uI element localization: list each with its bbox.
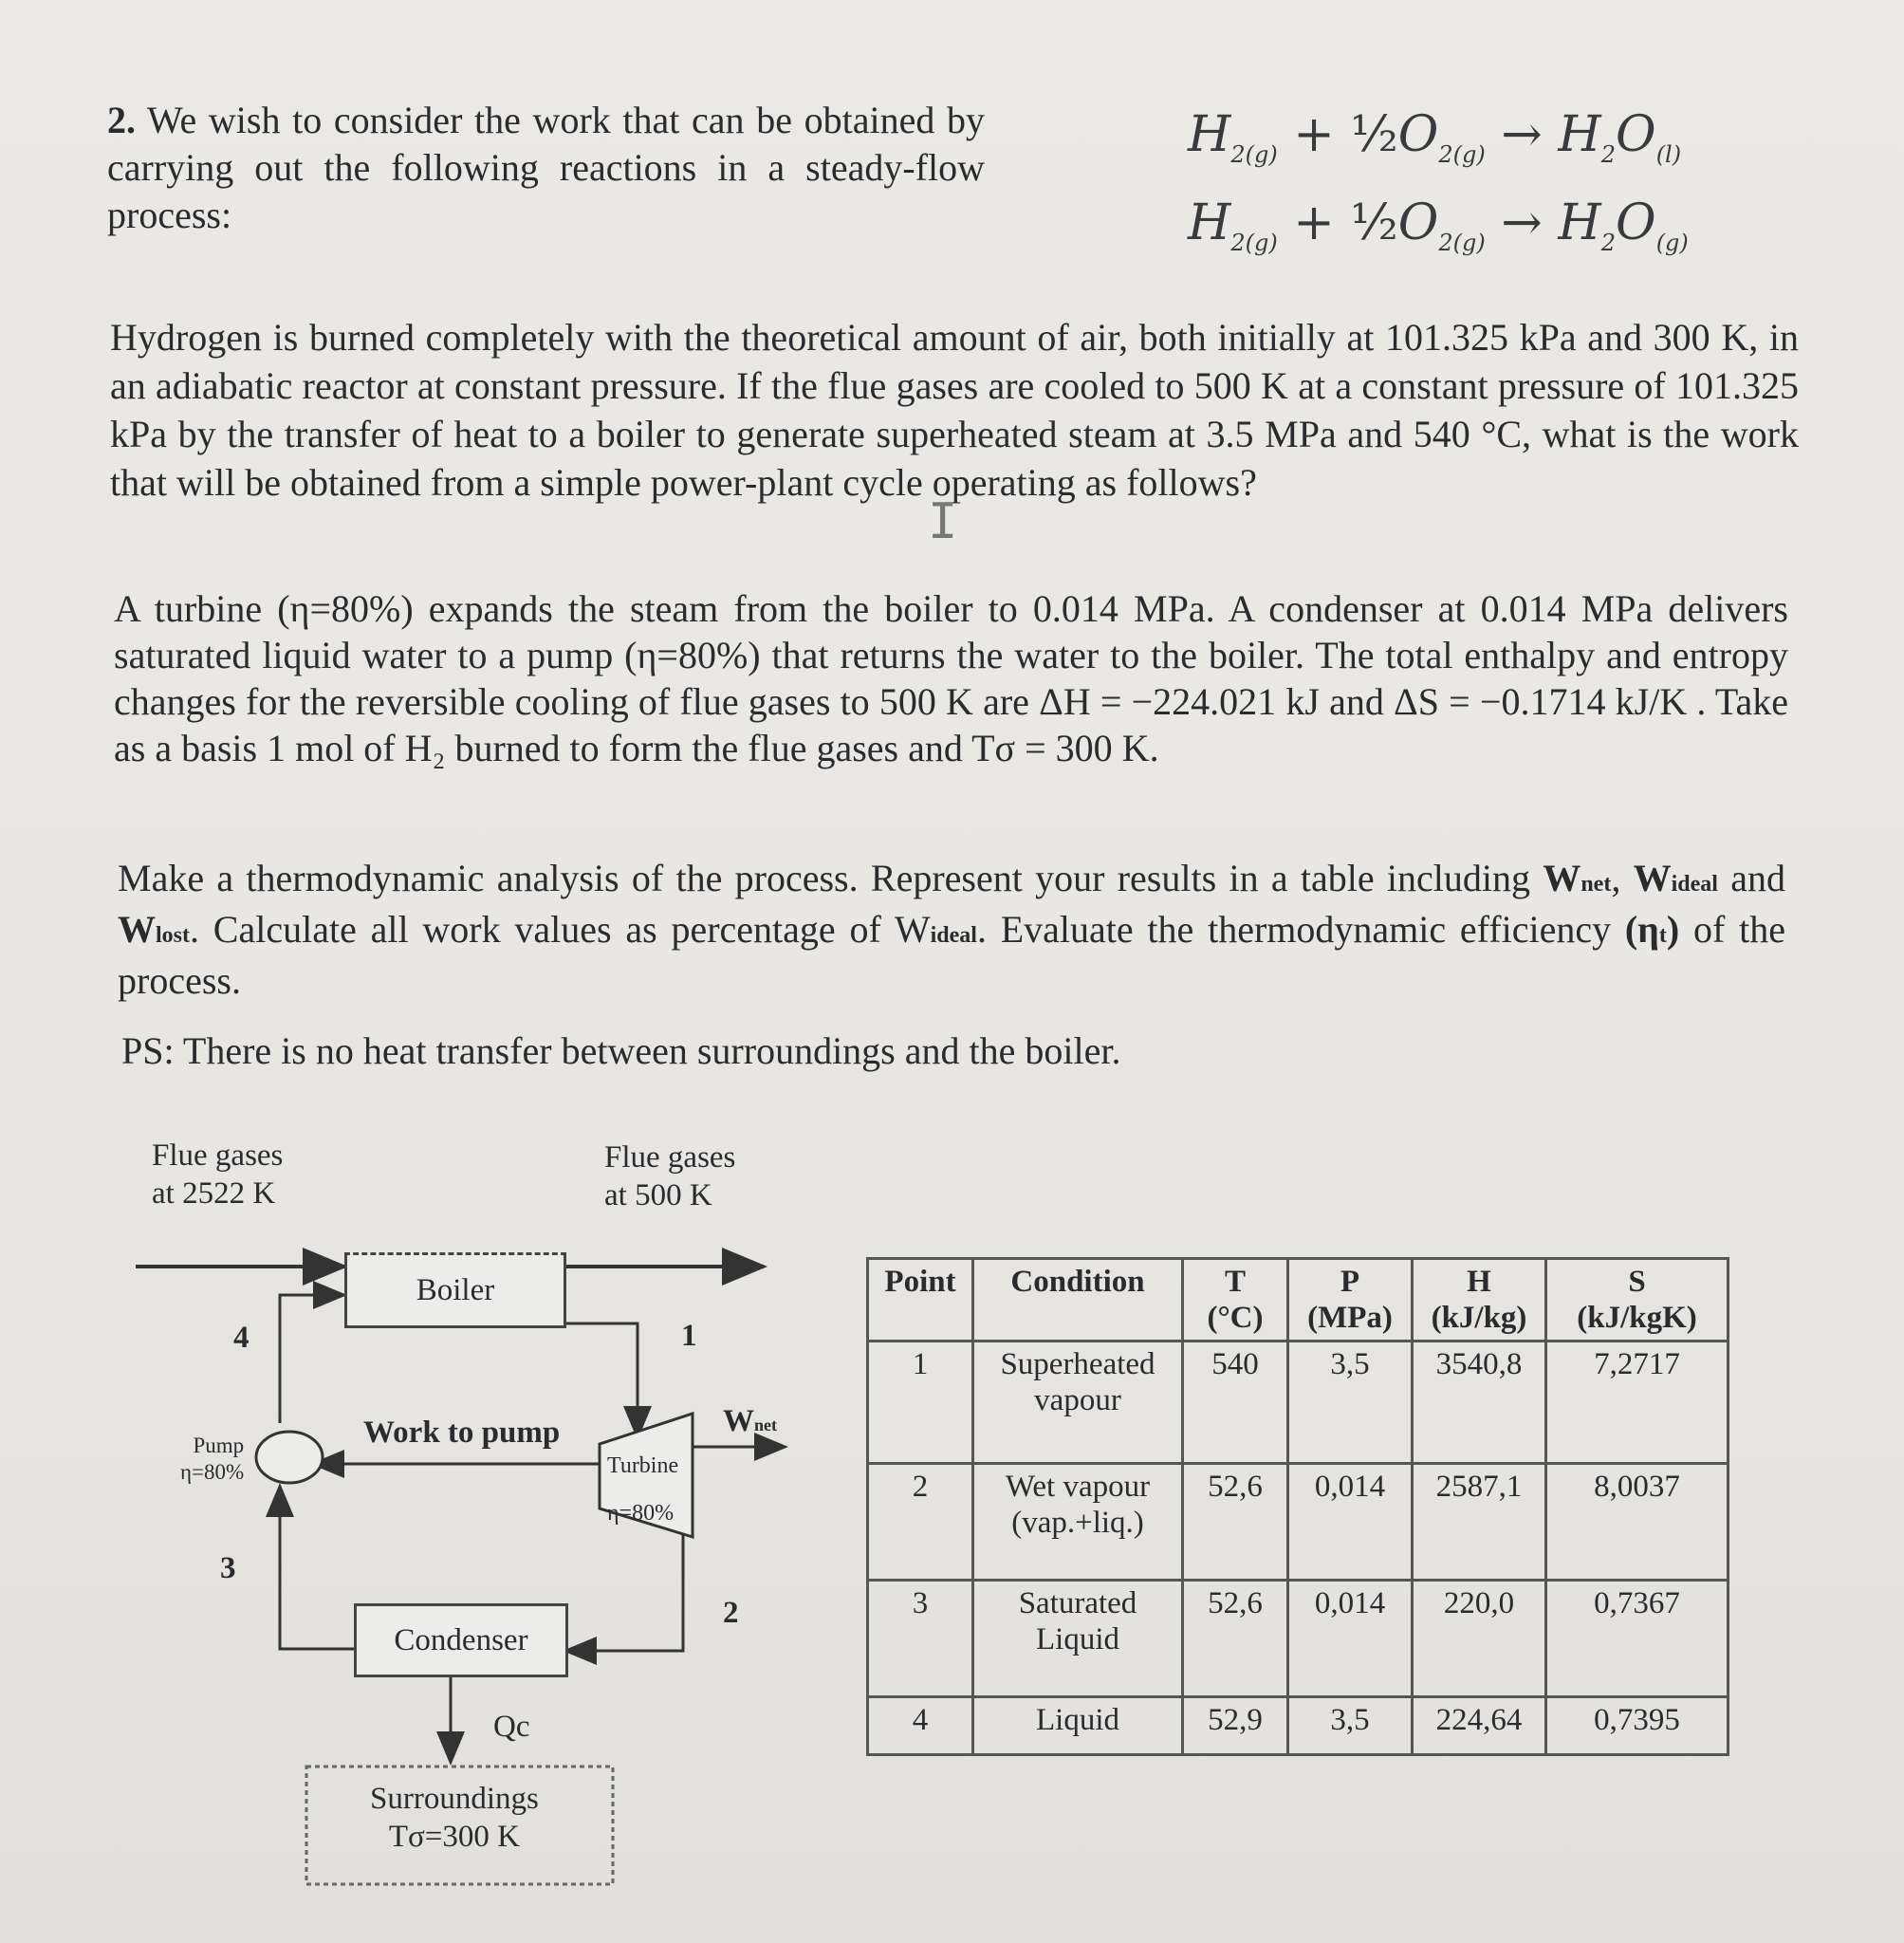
text-cursor-icon: I xyxy=(928,493,958,550)
line-condenser-to-pump xyxy=(280,1486,354,1649)
turbine-label: Turbine η=80% xyxy=(607,1453,679,1526)
header-t: T (°C) xyxy=(1183,1259,1288,1342)
pump-shape xyxy=(256,1432,323,1483)
problem-intro xyxy=(107,97,985,239)
problem-number: 2. xyxy=(107,99,136,141)
paragraph-hydrogen-burning: Hydrogen is burned completely with the theoretical amount of air, both initially at 101.325 kPa and 300 K, in an adiabatic reactor at constant pressure. If the flue gases are cooled to 500 K at a constant pressure of 101.325 kPa by the transfer of heat to a boiler to generate superheated steam at 3.5 MPa and 540 °C, what is the work that will be obtained from a simple power-plant cycle operating as follows? xyxy=(110,316,1799,504)
reaction-gas: $H_{2(g)}$ + $\frac{1}{2}O_{2(g)} \to H_2O_{(g)}$ xyxy=(1188,194,1689,256)
line-boiler-to-turbine xyxy=(563,1323,638,1437)
state-properties-table xyxy=(866,1257,1729,1756)
header-condition: Condition xyxy=(973,1259,1183,1342)
wnet-label: Wnet xyxy=(723,1404,777,1438)
point-2-label: 2 xyxy=(723,1596,739,1630)
point-1-label: 1 xyxy=(681,1319,697,1353)
paragraph-analysis-task: Make a thermodynamic analysis of the process. Represent your results in a table including Wnet, Wideal and Wlost. Calculate all work values as percentage of Wideal. Evaluate the thermodynamic efficiency (ηt) of the process. xyxy=(118,857,1785,1002)
ps-note: PS: There is no heat transfer between surroundings and the boiler. xyxy=(121,1029,1121,1072)
table-row: 2 Wet vapour (vap.+liq.) 52,6 0,014 2587,1 8,0037 xyxy=(868,1464,1728,1581)
header-p: P (MPa) xyxy=(1288,1259,1413,1342)
problem-intro-text: We wish to consider the work that can be obtained by carrying out the following reactions in a steady-flow process: xyxy=(107,99,986,236)
table-header-row xyxy=(868,1259,1728,1342)
pump-label: Pump η=80% xyxy=(180,1434,245,1484)
condenser-box: Condenser xyxy=(354,1603,568,1677)
header-h: H (kJ/kg) xyxy=(1413,1259,1546,1342)
header-point: Point xyxy=(868,1259,973,1342)
header-s: S (kJ/kgK) xyxy=(1546,1259,1728,1342)
boiler-box: Boiler xyxy=(344,1252,566,1328)
table-row: 4 Liquid 52,9 3,5 224,64 0,7395 xyxy=(868,1697,1728,1755)
paragraph-turbine-description: A turbine (η=80%) expands the steam from the boiler to 0.014 MPa. A condenser at 0.014 MPa delivers saturated liquid water to a pump (η=80%) that returns the water to the boiler. The total enthalpy and entropy changes for the reversible cooling of flue gases to 500 K are ΔH = −224.021 kJ and ΔS = −0.1714 kJ/K . Take as a basis 1 mol of H₂ burned to form the flue gases and Tσ = 300 K. xyxy=(114,587,1788,769)
flue-gases-outlet-label: Flue gases at 500 K xyxy=(604,1140,736,1212)
table-row: 3 Saturated Liquid 52,6 0,014 220,0 0,7367 xyxy=(868,1581,1728,1697)
work-to-pump-label: Work to pump xyxy=(363,1416,561,1450)
qc-label: Qc xyxy=(493,1710,530,1744)
flue-gases-inlet-label: Flue gases at 2522 K xyxy=(152,1138,284,1211)
line-pump-to-boiler xyxy=(280,1295,344,1423)
reaction-liquid: $H_{2(g)}$ + $\frac{1}{2}O_{2(g)} \to H_2O_{(l)}$ xyxy=(1188,106,1682,168)
surroundings-label: Surroundings Tσ=300 K xyxy=(370,1782,539,1854)
table-row: 1 Superheated vapour 540 3,5 3540,8 7,2717 xyxy=(868,1342,1728,1464)
point-3-label: 3 xyxy=(220,1551,236,1585)
point-4-label: 4 xyxy=(233,1321,250,1355)
